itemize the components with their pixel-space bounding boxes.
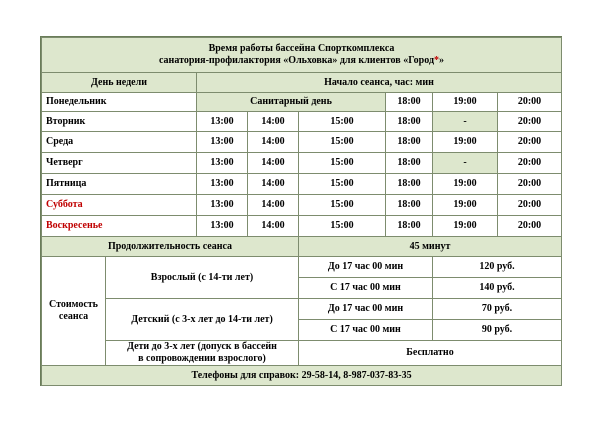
time-cell: 15:00 (299, 132, 386, 153)
cost-time: С 17 час 00 мин (299, 320, 433, 341)
time-cell: 14:00 (248, 112, 299, 132)
cost-price: 70 руб. (433, 299, 562, 320)
schedule-row-friday (42, 174, 562, 195)
cost-time: До 17 час 00 мин (299, 299, 433, 320)
time-cell: 15:00 (299, 216, 386, 237)
cost-toddler-label (106, 341, 299, 366)
sanitary-day: Санитарный день (197, 93, 386, 112)
duration-value: 45 минут (299, 237, 562, 257)
time-cell: 13:00 (197, 132, 248, 153)
day-sunday: Воскресенье (42, 216, 197, 237)
time-cell: 18:00 (386, 132, 433, 153)
page-title (42, 38, 562, 73)
time-cell: 15:00 (299, 153, 386, 174)
time-cell: 20:00 (498, 93, 562, 112)
schedule-row-wednesday (42, 132, 562, 153)
phones-row (42, 366, 562, 386)
time-cell: 18:00 (386, 112, 433, 132)
time-cell: 18:00 (386, 93, 433, 112)
time-cell: 15:00 (299, 112, 386, 132)
toddler-label-line-1: Дети до 3-х лет (допуск в бассейн (127, 341, 277, 352)
time-cell: 15:00 (299, 174, 386, 195)
time-cell: 20:00 (498, 132, 562, 153)
time-cell: 18:00 (386, 195, 433, 216)
time-cell: 13:00 (197, 174, 248, 195)
cost-child-row-1 (42, 299, 562, 320)
time-cell: 15:00 (299, 195, 386, 216)
header-row (42, 73, 562, 93)
title-line-2: санатория-профилактория «Ольховка» для клиентов «Город (159, 55, 435, 66)
time-cell: 19:00 (433, 216, 498, 237)
cost-time: До 17 час 00 мин (299, 257, 433, 278)
day-thursday: Четверг (42, 153, 197, 174)
time-cell: 20:00 (498, 112, 562, 132)
cost-adult-row-1 (42, 257, 562, 278)
day-monday: Понедельник (42, 93, 197, 112)
phones: Телефоны для справок: 29-58-14, 8-987-037-83-35 (42, 366, 562, 386)
schedule-row-saturday (42, 195, 562, 216)
title-asterisk: * (434, 55, 440, 66)
schedule-row-tuesday (42, 112, 562, 132)
header-day-week: День недели (42, 73, 197, 93)
time-cell: 20:00 (498, 216, 562, 237)
day-wednesday: Среда (42, 132, 197, 153)
schedule-row-monday (42, 93, 562, 112)
time-cell: 20:00 (498, 153, 562, 174)
time-cell: 20:00 (498, 174, 562, 195)
schedule-table (41, 37, 562, 386)
toddler-label-line-2: в сопровождении взрослого) (138, 353, 266, 364)
title-row (42, 38, 562, 73)
time-cell-unavailable: - (433, 153, 498, 174)
cost-toddler-row (42, 341, 562, 366)
time-cell: 14:00 (248, 195, 299, 216)
time-cell: 13:00 (197, 195, 248, 216)
cost-adult-label: Взрослый (с 14-ти лет) (106, 257, 299, 299)
duration-row (42, 237, 562, 257)
day-tuesday: Вторник (42, 112, 197, 132)
title-line-1: Время работы бассейна Спорткомплекса (208, 43, 395, 54)
time-cell: 14:00 (248, 174, 299, 195)
time-cell: 18:00 (386, 216, 433, 237)
time-cell: 14:00 (248, 132, 299, 153)
cost-price: 140 руб. (433, 278, 562, 299)
time-cell: 18:00 (386, 174, 433, 195)
duration-label: Продолжительность сеанса (42, 237, 299, 257)
header-start-time: Начало сеанса, час: мин (197, 73, 562, 93)
title-line-2-end: » (439, 55, 445, 66)
schedule-row-thursday (42, 153, 562, 174)
time-cell: 14:00 (248, 153, 299, 174)
time-cell: 18:00 (386, 153, 433, 174)
cost-child-label: Детский (с 3-х лет до 14-ти лет) (106, 299, 299, 341)
pool-schedule-sheet (40, 36, 562, 386)
schedule-row-sunday (42, 216, 562, 237)
cost-toddler-price: Бесплатно (299, 341, 562, 366)
time-cell-unavailable: - (433, 112, 498, 132)
time-cell: 19:00 (433, 174, 498, 195)
cost-price: 120 руб. (433, 257, 562, 278)
time-cell: 20:00 (498, 195, 562, 216)
cost-price: 90 руб. (433, 320, 562, 341)
time-cell: 13:00 (197, 112, 248, 132)
cost-label: Стоимость сеанса (42, 257, 106, 366)
cost-time: С 17 час 00 мин (299, 278, 433, 299)
day-saturday: Суббота (42, 195, 197, 216)
time-cell: 14:00 (248, 216, 299, 237)
time-cell: 19:00 (433, 132, 498, 153)
time-cell: 19:00 (433, 93, 498, 112)
time-cell: 13:00 (197, 216, 248, 237)
time-cell: 13:00 (197, 153, 248, 174)
day-friday: Пятница (42, 174, 197, 195)
time-cell: 19:00 (433, 195, 498, 216)
